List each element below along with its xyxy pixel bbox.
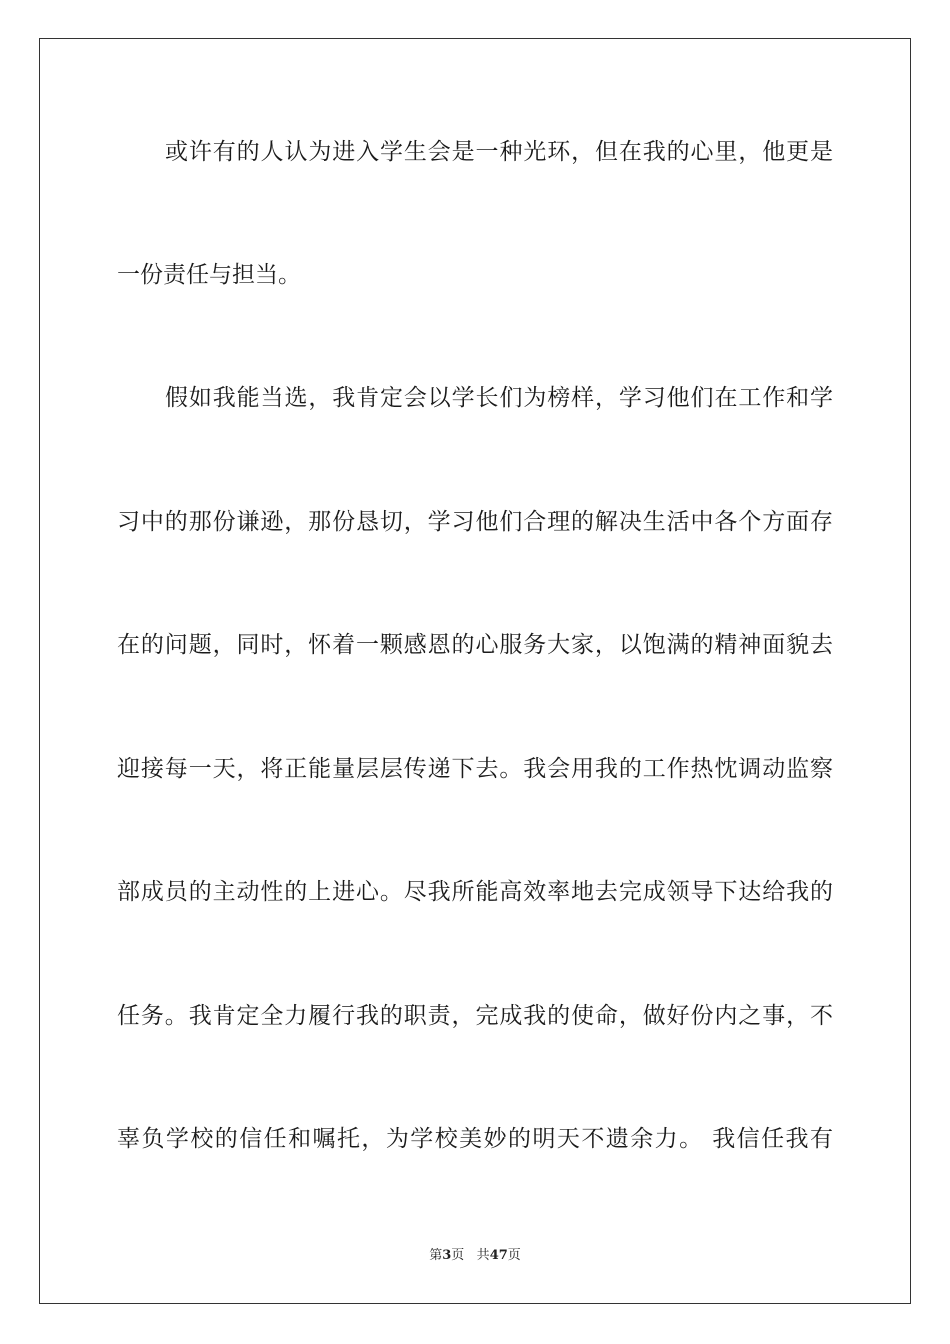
text-line: 或许有的人认为进入学生会是一种光环，但在我的心里，他更是	[165, 139, 833, 165]
page-footer	[0, 1247, 950, 1265]
text-line: 一份责任与担当。	[117, 262, 301, 288]
text-line: 任务。我肯定全力履行我的职责，完成我的使命，做好份内之事，不	[117, 1003, 833, 1029]
page-border	[39, 38, 911, 1304]
text-line: 辜负学校的信任和嘱托，为学校美妙的明天不遗余力。 我信任我有	[117, 1126, 833, 1152]
text-line: 在的问题，同时，怀着一颗感恩的心服务大家，以饱满的精神面貌去	[117, 632, 833, 658]
total-pages: 47	[489, 1248, 508, 1263]
footer-total-suffix: 页	[507, 1248, 521, 1263]
footer-prefix: 第	[429, 1248, 443, 1263]
text-line: 假如我能当选，我肯定会以学长们为榜样，学习他们在工作和学	[165, 385, 833, 411]
page-number: 3	[442, 1248, 452, 1263]
text-line: 部成员的主动性的上进心。尽我所能高效率地去完成领导下达给我的	[117, 879, 833, 905]
footer-page-suffix: 页	[451, 1248, 465, 1263]
text-line: 迎接每一天，将正能量层层传递下去。我会用我的工作热忱调动监察	[117, 756, 833, 782]
text-line: 习中的那份谦逊，那份恳切，学习他们合理的解决生活中各个方面存	[117, 509, 833, 535]
footer-total-prefix: 共	[476, 1248, 490, 1263]
